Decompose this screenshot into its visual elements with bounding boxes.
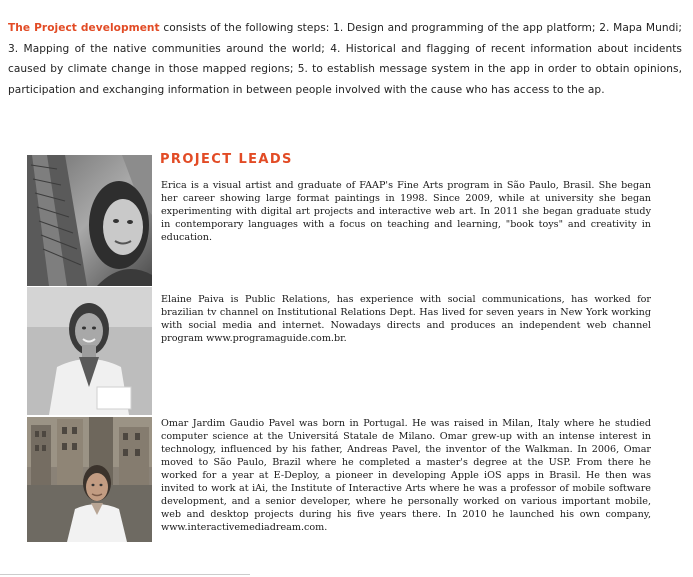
omar-photo xyxy=(27,417,152,542)
erica-bio: Erica is a visual artist and graduate of FAAP's Fine Arts program in São Paulo, Brasil. She began her career showing large format paintings in 1998. Since 2009, while at university she began experimenting with digital art projects and interactive web art. In 2011 she began graduate study in contemporary languages with a focus on teaching and learning, "book toys" and creativity in education. xyxy=(161,180,651,243)
elaine-bio: Elaine Paiva is Public Relations, has experience with social communications, has worked for brazilian tv channel on Institutional Relations Dept. Has lived for seven years in New York working with social media and internet. Nowadays directs and produces an independent web channel program www.programaguide.com.br. xyxy=(161,294,651,344)
intro-text: consists of the following steps: 1. Design and programming of the app platform; 2. Mapa Mundi; 3. Mapping of the native communities around the world; 4. Historical and flagging of recent information about incidents caused by climate change in those mapped regions; 5. to establish message system in the app in order to obtain opinions, participation and exchanging information in between people involved with the cause who has access to the ap. xyxy=(8,22,682,96)
omar-bio: Omar Jardim Gaudio Pavel was born in Portugal. He was raised in Milan, Italy where he studied computer science at the Universitá Statale de Milano. Omar grew-up with an intense interest in technology, influenced by his father, Andreas Pavel, the inventor of the Walkman. In 2006, Omar moved to São Paulo, Brazil where he completed a master's degree at the USP. From there he worked for a year at E-Deploy, a pioneer in developing Apple iOS apps in Brasil. He then was invited to work at iAi, the Institute of Interactive Arts where he was a professor of mobile software development, and a senior developer, where he personally worked on various important mobile, web and desktop projects during his five years there. In 2010 he launched his own company, www.interactivemediadream.com. xyxy=(161,418,651,533)
intro-highlight: The Project development xyxy=(8,22,160,34)
erica-photo xyxy=(27,155,152,286)
intro-paragraph xyxy=(8,18,682,100)
footer-divider xyxy=(0,574,250,575)
elaine-photo xyxy=(27,287,152,415)
section-title-project-leads: PROJECT LEADS xyxy=(160,152,293,167)
elaine-portrait-image xyxy=(27,287,152,415)
erica-portrait-image xyxy=(27,155,152,286)
omar-portrait-image xyxy=(27,417,152,542)
